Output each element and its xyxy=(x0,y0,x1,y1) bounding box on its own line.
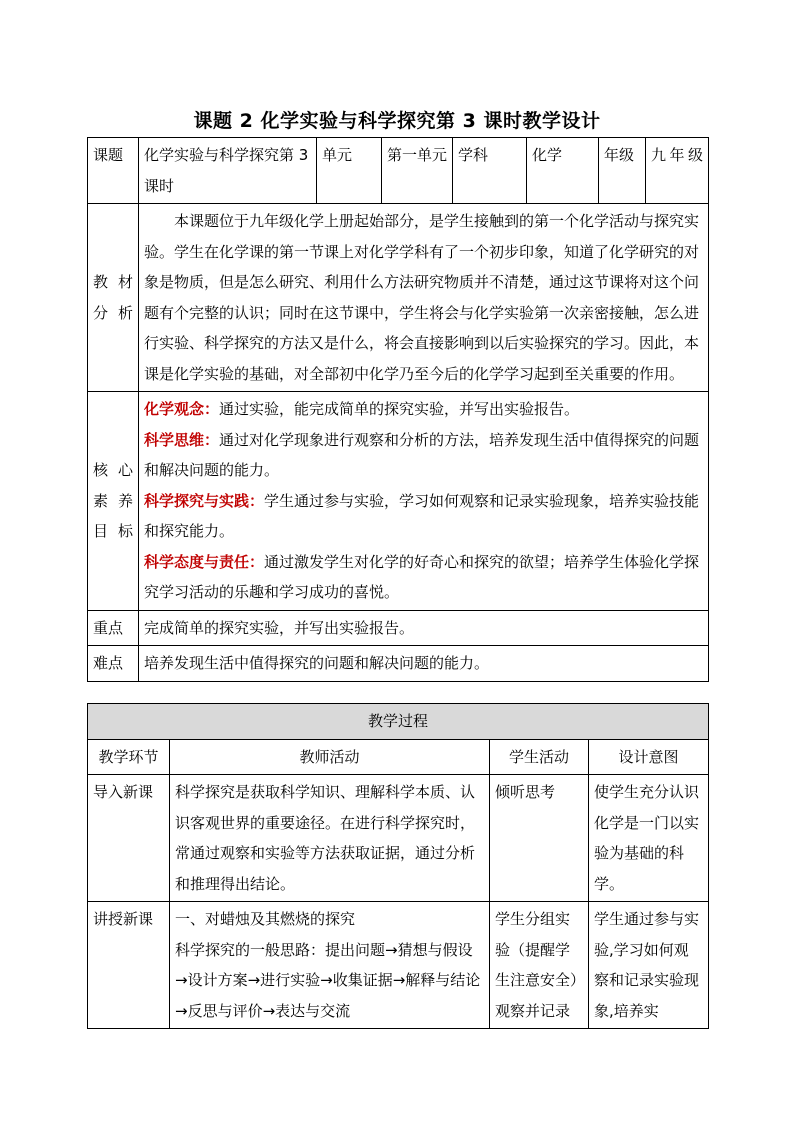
goal-item xyxy=(144,547,703,608)
subject-value: 化学 xyxy=(527,138,599,204)
topic-value: 化学实验与科学探究第 3 课时 xyxy=(139,138,317,204)
subject-label: 学科 xyxy=(453,138,527,204)
header-intent: 设计意图 xyxy=(589,739,709,775)
analysis-row xyxy=(88,204,709,392)
stage-cell: 讲授新课 xyxy=(88,902,170,1029)
header-stage: 教学环节 xyxy=(88,739,170,775)
lesson-info-table xyxy=(87,137,709,682)
topic-label: 课题 xyxy=(88,138,139,204)
teacher-activity-cell: 科学探究是获取科学知识、理解科学本质、认识客观世界的重要途径。在进行科学探究时，常通过观察和实验等方法获取证据，通过分析和推理得出结论。 xyxy=(170,775,490,902)
difficulty-label: 难点 xyxy=(88,646,139,682)
difficulty-row xyxy=(88,646,709,682)
goal-heading: 化学观念： xyxy=(144,400,220,418)
teaching-process-table xyxy=(87,703,709,1029)
design-intent-cell: 学生通过参与实验,学习如何观察和记录实验现象,培养实 xyxy=(589,902,709,1029)
header-teacher: 教师活动 xyxy=(170,739,490,775)
process-row xyxy=(88,902,709,1029)
analysis-text: 本课题位于九年级化学上册起始部分，是学生接触到的第一个化学活动与探究实验。学生在化学课的第一节课上对化学学科有了一个初步印象，知道了化学研究的对象是物质，但是怎么研究、利用什么方法研究物质并不清楚，通过这节课将对这个问题有个完整的认识；同时在这节课中，学生将会与化学实验第一次亲密接触，怎么进行实验、科学探究的方法又是什么，将会直接影响到以后实验探究的学习。因此，本课是化学实验的基础，对全部初中化学乃至今后的化学学习起到至关重要的作用。 xyxy=(139,204,709,392)
key-point-row xyxy=(88,610,709,646)
key-point-label: 重点 xyxy=(88,610,139,646)
student-activity-cell: 倾听思考 xyxy=(490,775,589,902)
goal-heading: 科学态度与责任： xyxy=(144,552,265,571)
goal-text: 通过对化学现象进行观察和分析的方法，培养发现生活中值得探究的问题和解决问题的能力。 xyxy=(144,430,700,479)
goals-row xyxy=(88,392,709,611)
analysis-label: 教材分析 xyxy=(88,204,139,392)
teacher-activity-heading: 一、对蜡烛及其燃烧的探究 xyxy=(175,910,356,928)
difficulty-text: 培养发现生活中值得探究的问题和解决问题的能力。 xyxy=(139,646,709,682)
goal-heading: 科学探究与实践： xyxy=(144,491,265,510)
grade-value: 九年级 xyxy=(646,138,709,204)
goal-text: 通过激发学生对化学的好奇心和探究的欲望；培养学生体验化学探究学习活动的乐趣和学习成功的喜悦。 xyxy=(144,552,700,601)
process-row xyxy=(88,775,709,902)
stage-cell: 导入新课 xyxy=(88,775,170,902)
teacher-activity-text: 科学探究的一般思路：提出问题→猜想与假设→设计方案→进行实验→收集证据→解释与结论→反思与评价→表达与交流 xyxy=(175,940,481,1020)
process-title: 教学过程 xyxy=(88,704,709,740)
process-title-row xyxy=(88,704,709,740)
goal-heading: 科学思维： xyxy=(144,430,220,449)
grade-label: 年级 xyxy=(599,138,646,204)
design-intent-cell: 使学生充分认识化学是一门以实验为基础的科学。 xyxy=(589,775,709,902)
teacher-activity-cell xyxy=(170,902,490,1029)
unit-value: 第一单元 xyxy=(382,138,453,204)
unit-label: 单元 xyxy=(317,138,382,204)
goals-content xyxy=(139,392,709,611)
process-header-row xyxy=(88,739,709,775)
key-point-text: 完成简单的探究实验，并写出实验报告。 xyxy=(139,610,709,646)
page-title: 课题 2 化学实验与科学探究第 3 课时教学设计 xyxy=(193,110,601,132)
student-activity-cell: 学生分组实验（提醒学生注意安全）观察并记录 xyxy=(490,902,589,1029)
goal-item xyxy=(144,425,703,486)
goal-text: 通过实验，能完成简单的探究实验，并写出实验报告。 xyxy=(219,400,580,418)
goal-text: 学生通过参与实验，学习如何观察和记录实验现象，培养实验技能和探究能力。 xyxy=(144,491,700,540)
header-student: 学生活动 xyxy=(490,739,589,775)
goal-item xyxy=(144,394,703,425)
info-row xyxy=(88,138,709,204)
goals-label: 核心素养目标 xyxy=(88,392,139,611)
goal-item xyxy=(144,486,703,547)
